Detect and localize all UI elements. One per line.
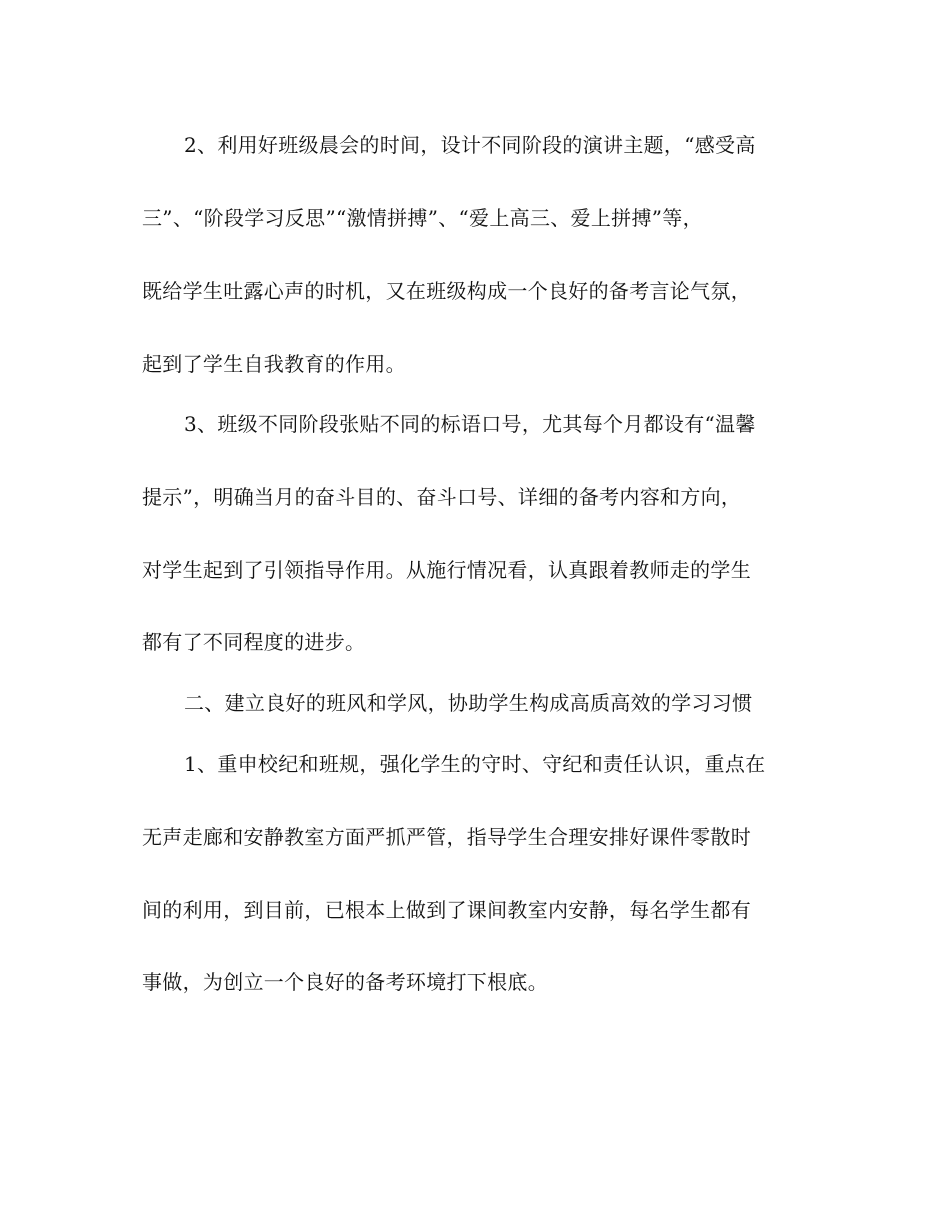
paragraph-1-line-1: 1、重申校纪和班规，强化学生的守时、守纪和责任认识，重点在 <box>184 752 766 776</box>
paragraph-2-line-4: 起到了学生自我教育的作用。 <box>142 352 406 376</box>
paragraph-1-line-3: 间的利用，到目前，已根本上做到了课间教室内安静，每名学生都有 <box>142 898 751 922</box>
paragraph-1-line-2: 无声走廊和安静教室方面严抓严管，指导学生合理安排好课件零散时 <box>142 825 751 849</box>
paragraph-1-line-4: 事做，为创立一个良好的备考环境打下根底。 <box>142 970 548 994</box>
paragraph-3-line-4: 都有了不同程度的进步。 <box>142 630 366 654</box>
paragraph-3-line-2: 提示”，明确当月的奋斗目的、奋斗口号、详细的备考内容和方向， <box>142 485 742 509</box>
paragraph-2-line-3: 既给学生吐露心声的时机，又在班级构成一个良好的备考言论气氛， <box>142 279 751 303</box>
paragraph-2-line-1: 2、利用好班级晨会的时间，设计不同阶段的演讲主题，“感受高 <box>184 133 756 157</box>
section-heading-2: 二、建立良好的班风和学风，协助学生构成高质高效的学习习惯 <box>184 691 753 715</box>
paragraph-3-line-3: 对学生起到了引领指导作用。从施行情况看，认真跟着教师走的学生 <box>142 558 751 582</box>
paragraph-3-line-1: 3、班级不同阶段张贴不同的标语口号，尤其每个月都设有“温馨 <box>184 412 756 436</box>
paragraph-2-line-2: 三”、“阶段学习反思”“激情拼搏”、“爱上高三、爱上拼搏”等， <box>142 206 703 230</box>
